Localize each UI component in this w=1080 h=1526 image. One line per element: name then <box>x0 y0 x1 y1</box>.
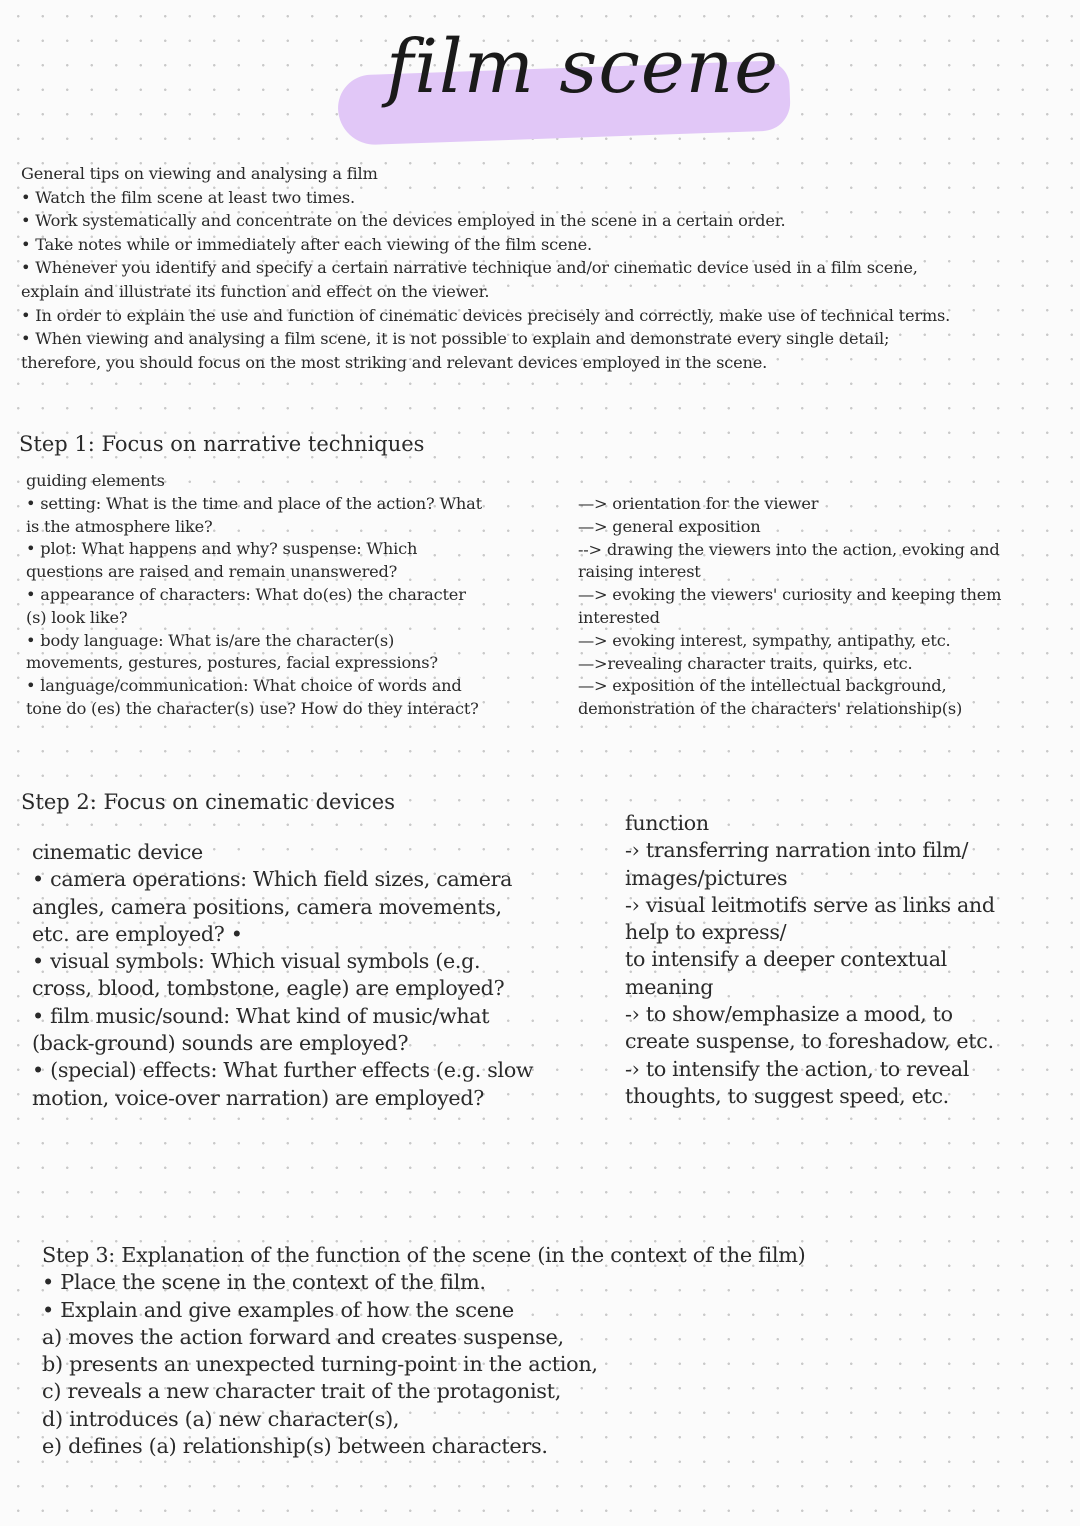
general-tip-line: • Take notes while or immediately after each viewing of the film scene. <box>21 234 592 254</box>
step2-right-line: thoughts, to suggest speed, etc. <box>625 1083 949 1108</box>
general-tip-line: • When viewing and analysing a film scene, it is not possible to explain and demonstrate every single detail; <box>21 329 890 349</box>
step1-right-line: raising interest <box>578 562 701 582</box>
step1-left-line: • setting: What is the time and place of the action? What <box>26 493 482 513</box>
step2-left-line: angles, camera positions, camera movements, <box>32 894 502 919</box>
step1-right-line: —>revealing character traits, quirks, etc. <box>578 653 913 673</box>
general-tip-line: • In order to explain the use and function of cinematic devices precisely and correctly, make use of technical terms. <box>21 305 951 325</box>
step1-left-line: tone do (es) the character(s) use? How do they interact? <box>26 698 479 718</box>
step2-left-line: cinematic device <box>32 840 203 864</box>
step3-line: e) defines (a) relationship(s) between characters. <box>42 1434 548 1459</box>
step2-right-line: -› visual leitmotifs serve as links and <box>625 892 995 917</box>
step2-right-line: to intensify a deeper contextual <box>625 947 947 972</box>
step1-right-line: interested <box>578 607 660 627</box>
step2-heading: Step 2: Focus on cinematic devices <box>21 790 396 814</box>
step1-left-line: (s) look like? <box>26 607 128 627</box>
step3-line: • Explain and give examples of how the scene <box>42 1297 514 1322</box>
step1-left-line: • plot: What happens and why? suspense: Which <box>26 539 418 559</box>
step2-left-line: etc. are employed? • <box>32 921 243 946</box>
step1-right-line: —> evoking the viewers' curiosity and keeping them <box>578 585 1002 605</box>
general-tip-line: • Watch the film scene at least two times. <box>21 187 355 207</box>
step1-left-line: • body language: What is/are the character(s) <box>26 630 395 650</box>
step2-right-line: meaning <box>625 974 714 999</box>
step2-left-line: • camera operations: Which field sizes, camera <box>32 867 513 892</box>
step1-right-line: —> general exposition <box>578 516 761 536</box>
step2-left-line: motion, voice-over narration) are employed? <box>32 1085 484 1110</box>
step2-right-line: images/pictures <box>625 865 788 890</box>
step2-right-line: -› to intensify the action, to reveal <box>625 1056 970 1081</box>
step2-right-line: function <box>625 811 709 835</box>
step2-left-line: cross, blood, tombstone, eagle) are employed? <box>32 976 505 1001</box>
step1-left-line: • appearance of characters: What do(es) the character <box>26 584 466 604</box>
step2-right-line: create suspense, to foreshadow, etc. <box>625 1029 994 1054</box>
step2-left-line: • visual symbols: Which visual symbols (e.g. <box>32 949 481 974</box>
step2-right-line: help to express/ <box>625 920 787 945</box>
step3-line: c) reveals a new character trait of the protagonist, <box>42 1379 562 1404</box>
step1-heading: Step 1: Focus on narrative techniques <box>19 432 425 456</box>
step1-left-line: movements, gestures, postures, facial expressions? <box>26 653 438 673</box>
title-block <box>338 18 798 148</box>
general-tip-line: • Work systematically and concentrate on the devices employed in the scene in a certain order. <box>21 211 786 231</box>
step1-right-column <box>578 493 1001 721</box>
step2-left-line: (back-ground) sounds are employed? <box>32 1031 409 1056</box>
step2-left-column <box>32 839 533 1112</box>
general-tips-heading: General tips on viewing and analysing a film <box>21 164 378 183</box>
step3-line: d) introduces (a) new character(s), <box>42 1406 400 1431</box>
step1-left-line: questions are raised and remain unanswered? <box>26 562 398 582</box>
step1-right-line: —> orientation for the viewer <box>578 494 819 513</box>
general-tip-line: therefore, you should focus on the most striking and relevant devices employed in the scene. <box>21 352 768 372</box>
step1-left-line: guiding elements <box>26 471 165 490</box>
step2-right-column <box>625 810 995 1110</box>
step2-left-line: • (special) effects: What further effects (e.g. slow <box>32 1058 534 1083</box>
step1-right-line: demonstration of the characters' relationship(s) <box>578 699 963 719</box>
general-tip-line: explain and illustrate its function and effect on the viewer. <box>21 281 490 301</box>
step2-right-line: -› transferring narration into film/ <box>625 838 969 863</box>
step1-right-line: —> exposition of the intellectual background, <box>578 676 947 696</box>
step2-right-line: -› to show/emphasize a mood, to <box>625 1002 953 1027</box>
page-title: film scene <box>386 24 780 110</box>
step2-left-line: • film music/sound: What kind of music/what <box>32 1003 490 1028</box>
step3-line: • Place the scene in the context of the film. <box>42 1270 486 1295</box>
step1-right-line: —> evoking interest, sympathy, antipathy, etc. <box>578 630 951 650</box>
step1-left-line: is the atmosphere like? <box>26 516 213 536</box>
step3-line: a) moves the action forward and creates suspense, <box>42 1324 564 1349</box>
step1-left-column <box>26 470 482 721</box>
step1-right-line: --> drawing the viewers into the action, evoking and <box>578 539 1000 559</box>
general-tip-line: • Whenever you identify and specify a certain narrative technique and/or cinematic device used in a film scene, <box>21 258 918 278</box>
step1-left-line: • language/communication: What choice of words and <box>26 676 462 696</box>
general-tips <box>21 162 950 374</box>
step3-line: b) presents an unexpected turning-point in the action, <box>42 1352 598 1377</box>
step3-block <box>42 1242 806 1460</box>
step3-heading: Step 3: Explanation of the function of the scene (in the context of the film) <box>42 1243 806 1267</box>
